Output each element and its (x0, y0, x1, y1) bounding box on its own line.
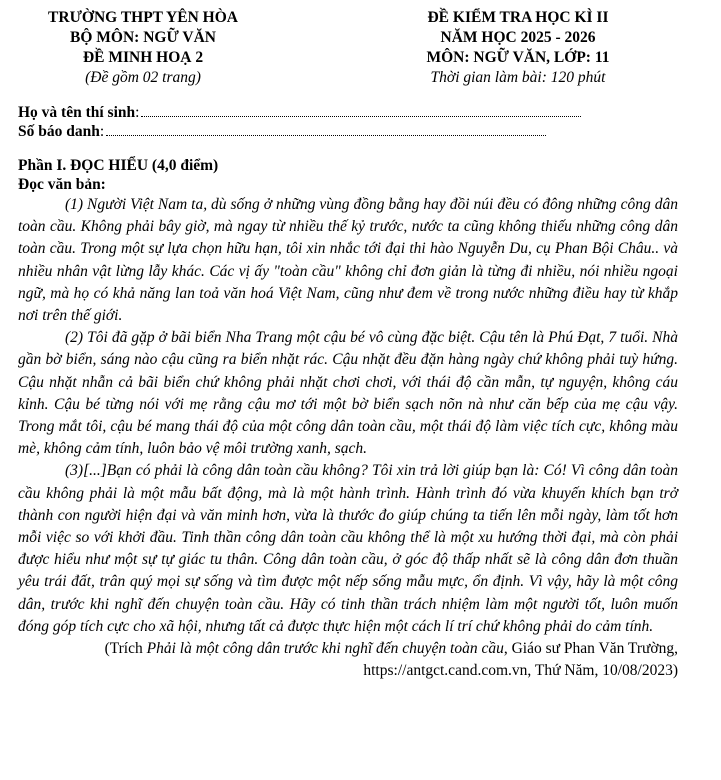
header-right (353, 8, 683, 88)
reading-paragraph-3: (3)[...]Bạn có phải là công dân toàn cầu không? Tôi xin trả lời giúp bạn là: Có! Vì công dân toàn cầu không phải là một mẫu bất động, mà là một hành trình. Hành trình đó vừa khuyến khích bạn trở thành con người hiện đại và văn minh hơn, vừa là thước đo giúp chúng ta tiến lên mỗi ngày, làm tốt hơn mỗi việc so với khởi đầu. Tinh thần công dân toàn cầu không thể là một xu hướng thời đại, mà còn phải được hiểu như một sự tự giác tu thân. Công dân toàn cầu, ở góc độ thấp nhất sẽ là công dân đơn thuần yêu trái đất, trân quý mọi sự sống và tìm được một nếp sống mẫu mực, ổn định. Vì vậy, hãy là một công dân, trước khi nghĩ đến chuyện toàn cầu. Hãy có tinh thần trách nhiệm làm một người tốt, luôn muốn đóng góp tích cực cho xã hội, nhưng tất cả được thực hiện một cách lí trí chứ không phải do cảm tính. (18, 462, 678, 635)
department-name: BỘ MÔN: NGỮ VĂN (70, 29, 216, 46)
header-left (18, 8, 268, 88)
source-citation (18, 638, 678, 682)
citation-title: Phải là một công dân trước khi nghĩ đến chuyện toàn cầu (146, 640, 504, 658)
reading-paragraph-1: (1) Người Việt Nam ta, dù sống ở những vùng đồng bằng hay đồi núi đều có đông những công dân toàn cầu. Không phải bây giờ, mà ngay từ nhiều thế kỷ trước, nước ta cũng không thiếu những công dân toàn cầu. Trong một sự lựa chọn hữu hạn, tôi xin nhắc tới đại thi hào Nguyễn Du, cụ Phan Bội Châu.. và nhiều nhân vật lừng lẫy khác. Các vị ấy "toàn cầu" không chỉ đơn giản là từng đi nhiều, nói nhiều ngoại ngữ, mà họ có khả năng lan toả văn hoá Việt Nam, cũng như đem về trong nước những điều hay từ khắp nơi trên thế giới. (18, 196, 678, 325)
subject-line: MÔN: NGỮ VĂN, LỚP: 11 (426, 49, 610, 66)
candidate-name-label: Họ và tên thí sinh (18, 104, 136, 121)
candidate-id-field[interactable] (106, 121, 546, 136)
reading-paragraph-2: (2) Tôi đã gặp ở bãi biển Nha Trang một cậu bé vô cùng đặc biệt. Cậu tên là Phú Đạt, 7 tuổi. Nhà gần bờ biển, sáng nào cậu cũng ra biển nhặt rác. Cậu nhặt đều đặn hàng ngày chứ không phải tuỳ hứng. Cậu nhặt nhẫn cả bãi biển chứ không phải nhặt chơi chơi, với thái độ cần mẫn, tự nguyện, không cáu kỉnh. Cậu bé từng nói với mẹ rằng cậu mơ tới một bờ biển sạch nõn nà như căn bếp của mẹ cậu vậy. Trong mắt tôi, cậu bé mang thái độ của một công dân toàn cầu, một thái độ làm việc tích cực, không màu mè, không cảm tính, luôn bảo vệ môi trường xanh, sạch. (18, 329, 678, 458)
section-subtitle: Đọc văn bản: (18, 176, 106, 193)
exam-duration: Thời gian làm bài: 120 phút (430, 69, 606, 86)
candidate-name-row: Họ và tên thí sinh : (18, 102, 678, 121)
pages-note: (Đề gồm 02 trang) (85, 69, 201, 86)
exam-code: ĐỀ MINH HOẠ 2 (82, 49, 204, 66)
citation-prefix: (Trích (104, 640, 147, 658)
school-name: TRƯỜNG THPT YÊN HÒA (48, 9, 238, 26)
candidate-name-field[interactable] (141, 102, 581, 117)
candidate-id-row: Số báo danh : (18, 121, 678, 140)
candidate-id-label: Số báo danh (18, 123, 100, 140)
section-title: Phần I. ĐỌC HIỂU (4,0 điểm) (18, 157, 219, 174)
citation-url-date: https://antgct.cand.com.vn, Thứ Năm, 10/08/2023) (363, 662, 678, 680)
exam-page (18, 8, 678, 682)
school-year: NĂM HỌC 2025 - 2026 (440, 29, 596, 46)
citation-author: , Giáo sư Phan Văn Trường, (503, 640, 678, 658)
exam-title: ĐỀ KIỂM TRA HỌC KÌ II (427, 9, 609, 26)
exam-header (18, 8, 678, 102)
